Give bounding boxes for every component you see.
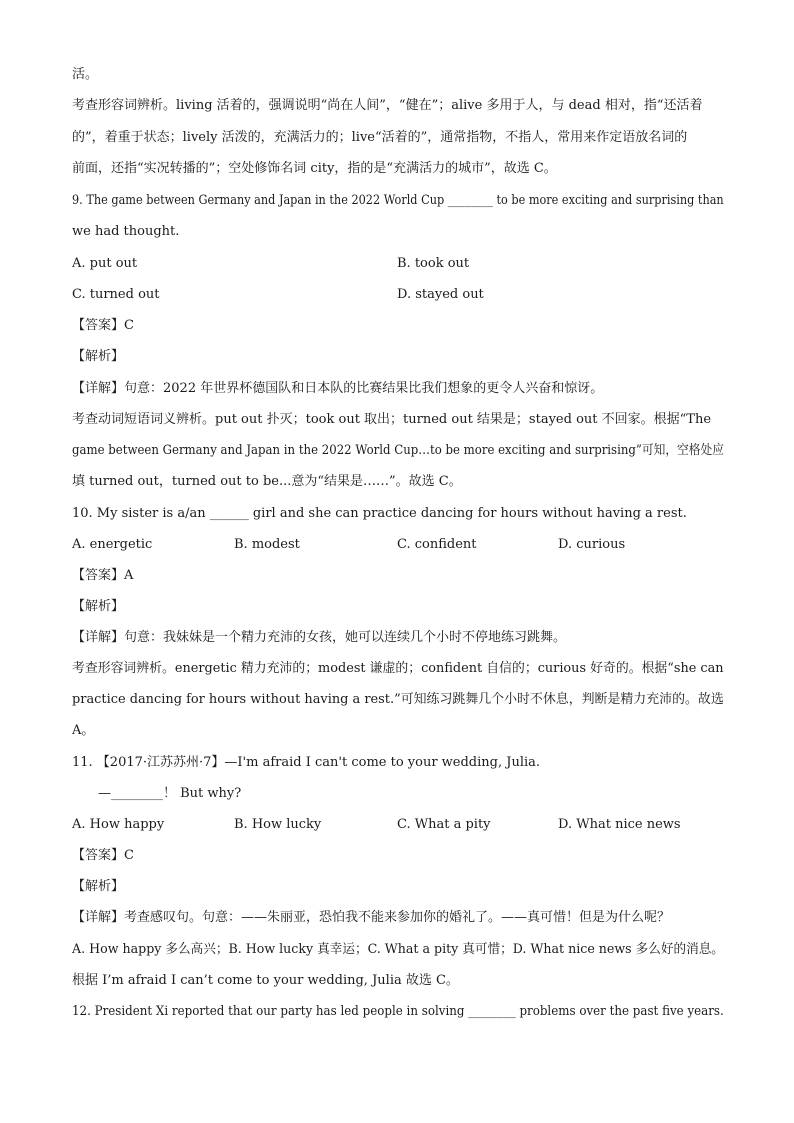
text-line: 的”，着重于状态；lively 活泼的，充满活力的；live“活着的”，通常指物，不指人，常用来作定语放名词的 [72,130,688,145]
q9-option-c: C. turned out [72,287,160,302]
question-12-stem: 12. President Xi reported that our party has led people in solving ________ problems over the past five years. [72,1004,724,1019]
question-11-response: —________！ But why? [98,786,242,801]
explanation-line: 【详解】句意：2022 年世界杯德国队和日本队的比赛结果比我们想象的更令人兴奋和惊讶。 [72,381,604,396]
answer-label: 【答案】C [72,318,134,333]
text-line: 考查形容词辨析。living 活着的，强调说明“尚在人间”，“健在”；alive 多用于人，与 dead 相对，指“还活着 [72,98,703,113]
q11-option-c: C. What a pity [397,817,491,832]
explanation-line: 【详解】考查感叹句。句意：——朱丽亚，恐怕我不能来参加你的婚礼了。——真可惜！但是为什么呢？ [72,910,671,925]
q9-option-d: D. stayed out [397,287,484,302]
q10-option-c: C. confident [397,537,477,552]
explanation-line: 考查动词短语词义辨析。put out 扑灭；took out 取出；turned out 结果是；stayed out 不回家。根据“The [72,412,712,427]
analysis-label: 【解析】 [72,879,125,894]
explanation-line: 根据 I’m afraid I can’t come to your wedding, Julia 故选 C。 [72,973,459,988]
explanation-line: practice dancing for hours without having a rest.”可知练习跳舞几个小时不休息，判断是精力充沛的。故选 [72,692,724,707]
analysis-label: 【解析】 [72,599,125,614]
question-9-stem-cont: we had thought. [72,224,180,239]
q10-option-a: A. energetic [72,537,153,552]
explanation-line: 填 turned out，turned out to be...意为“结果是……”。故选 C。 [72,474,462,489]
q10-option-d: D. curious [558,537,626,552]
question-9-stem: 9. The game between Germany and Japan in the 2022 World Cup ________ to be more exciting and surprising than [72,193,724,208]
q10-option-b: B. modest [234,537,300,552]
explanation-line: 【详解】句意：我妹妹是一个精力充沛的女孩，她可以连续几个小时不停地练习跳舞。 [72,630,567,645]
answer-label: 【答案】A [72,568,134,583]
q11-option-b: B. How lucky [234,817,322,832]
explanation-line: 考查形容词辨析。energetic 精力充沛的；modest 谦虚的；confident 自信的；curious 好奇的。根据“she can [72,661,724,676]
q9-option-b: B. took out [397,256,470,271]
text-line: 活。 [72,67,99,82]
q11-option-a: A. How happy [72,817,165,832]
text-line: 前面，还指“实况转播的”；空处修饰名词 city，指的是“充满活力的城市”，故选 C。 [72,161,557,176]
answer-label: 【答案】C [72,848,134,863]
explanation-line: game between Germany and Japan in the 2022 World Cup…to be more exciting and surprising”可知，空格处应 [72,443,724,458]
explanation-line: A. How happy 多么高兴；B. How lucky 真幸运；C. What a pity 真可惜；D. What nice news 多么好的消息。 [72,942,724,957]
question-11-stem: 11. 【2017·江苏苏州·7】—I'm afraid I can't come to your wedding, Julia. [72,755,541,770]
explanation-line: A。 [72,723,95,738]
q11-option-d: D. What nice news [558,817,681,832]
analysis-label: 【解析】 [72,349,125,364]
q9-option-a: A. put out [72,256,138,271]
question-10-stem: 10. My sister is a/an ______ girl and she can practice dancing for hours without having a rest. [72,506,687,521]
